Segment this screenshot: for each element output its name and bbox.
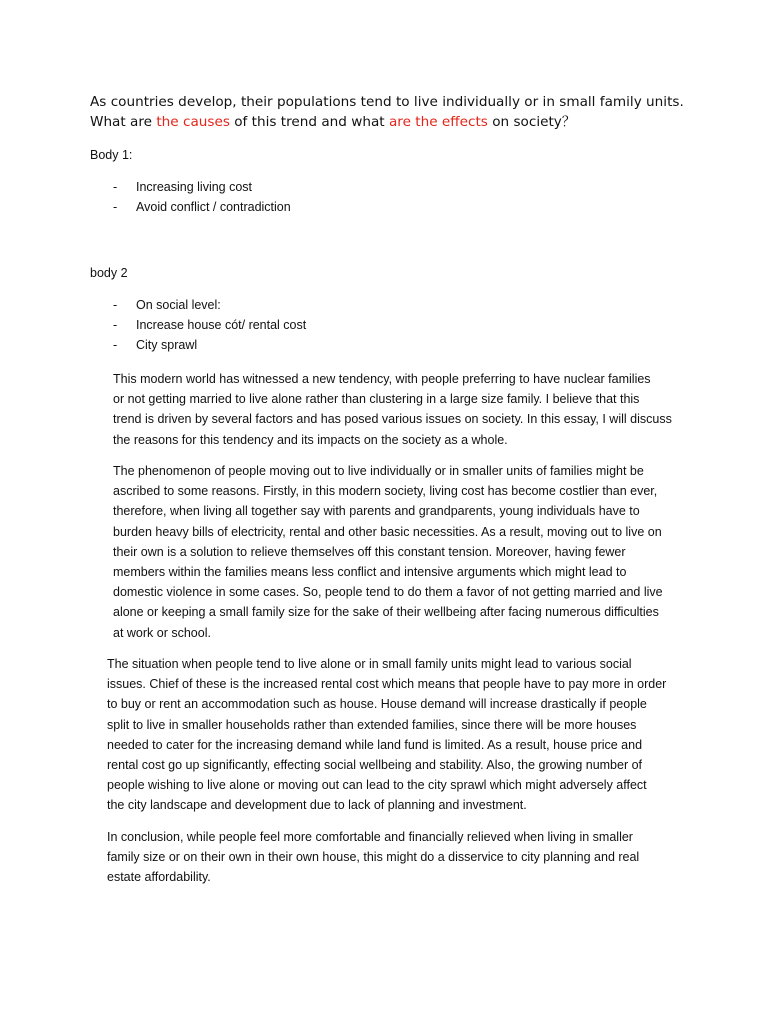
list-item — [113, 315, 306, 335]
paragraph-line: burden heavy bills of electricity, rental and other basic necessities. As a result, moving out to live on — [113, 524, 662, 539]
essay-prompt — [90, 92, 690, 132]
body2-heading: body 2 — [90, 266, 128, 280]
paragraph-line: the reasons for this tendency and its impacts on the society as a whole. — [113, 432, 508, 447]
paragraph-line: or not getting married to live alone rather than clustering in a large size family. I believe that this — [113, 392, 640, 407]
list-item-text: Avoid conflict / contradiction — [136, 200, 291, 214]
paragraph-line: members within the families means less conflict and intensive arguments which might lead to — [113, 565, 627, 580]
paragraph-line: issues. Chief of these is the increased rental cost which means that people have to pay more in order — [107, 677, 667, 692]
paragraph-line: split to live in smaller households rather than extended families, since there will be more houses — [107, 717, 637, 732]
paragraph-line: The phenomenon of people moving out to live individually or in smaller units of families might be — [113, 464, 644, 478]
paragraph-line: estate affordability. — [107, 870, 211, 885]
paragraph-line: trend is driven by several factors and has posed various issues on society. In this essay, I will discuss — [113, 412, 672, 427]
paragraph-line: the city landscape and development due to lack of planning and investment. — [107, 798, 527, 813]
body1-heading: Body 1: — [90, 148, 133, 162]
paragraph-line: to buy or rent an accommodation such as house. House demand will increase drastically if people — [107, 697, 647, 712]
list-item-text: City sprawl — [136, 338, 198, 352]
paragraph-causes — [113, 461, 663, 643]
paragraph-line: their own is a solution to relieve themselves off this constant tension. Moreover, having fewer — [113, 544, 626, 559]
paragraph-line: The situation when people tend to live alone or in small family units might lead to various social — [107, 657, 632, 671]
list-item-text: Increasing living cost — [136, 180, 253, 194]
paragraph-line: rental cost go up significantly, effecting social wellbeing and stability. Also, the growing number of — [107, 758, 643, 773]
list-item — [113, 335, 306, 355]
body1-list — [113, 177, 291, 217]
prompt-text-3: on society？ — [487, 114, 576, 130]
list-item-text: Increase house cót/ rental cost — [136, 318, 307, 332]
prompt-highlight-effects: are the effects — [388, 114, 488, 130]
prompt-text-1: As countries develop, their populations tend to live individually or in small family units. What are — [90, 94, 684, 130]
paragraph-line: This modern world has witnessed a new tendency, with people preferring to have nuclear families — [113, 372, 651, 386]
paragraph-line: people wishing to live alone or moving out can lead to the city sprawl which might adversely affect — [107, 778, 647, 793]
prompt-text-2: of this trend and what — [229, 114, 389, 130]
paragraph-line: needed to cater for the increasing demand while land fund is limited. As a result, house price and — [107, 737, 643, 752]
bullet-dash: - — [113, 338, 118, 352]
body2-list — [113, 295, 306, 355]
paragraph-line: at work or school. — [113, 625, 211, 640]
bullet-dash: - — [113, 298, 118, 312]
paragraph-line: ascribed to some reasons. Firstly, in this modern society, living cost has become costlier than ever, — [113, 484, 658, 499]
list-item — [113, 177, 291, 197]
list-item-text: On social level: — [136, 298, 221, 312]
paragraph-effects — [107, 654, 666, 816]
paragraph-line: family size or on their own in their own house, this might do a disservice to city planning and real — [107, 850, 640, 865]
bullet-dash: - — [113, 200, 118, 214]
paragraph-line: domestic violence in some cases. So, people tend to do them a favor of not getting married and live — [113, 585, 663, 600]
paragraph-conclusion — [107, 827, 639, 888]
paragraph-line: In conclusion, while people feel more comfortable and financially relieved when living in smaller — [107, 830, 633, 844]
bullet-dash: - — [113, 180, 118, 194]
list-item — [113, 197, 291, 217]
list-item — [113, 295, 306, 315]
bullet-dash: - — [113, 318, 118, 332]
prompt-highlight-causes: the causes — [156, 114, 230, 130]
paragraph-line: alone or keeping a small family size for the sake of their wellbeing after facing numerous difficulties — [113, 605, 659, 620]
paragraph-introduction — [113, 369, 672, 450]
paragraph-line: therefore, when living all together say with parents and grandparents, young individuals have to — [113, 504, 640, 519]
